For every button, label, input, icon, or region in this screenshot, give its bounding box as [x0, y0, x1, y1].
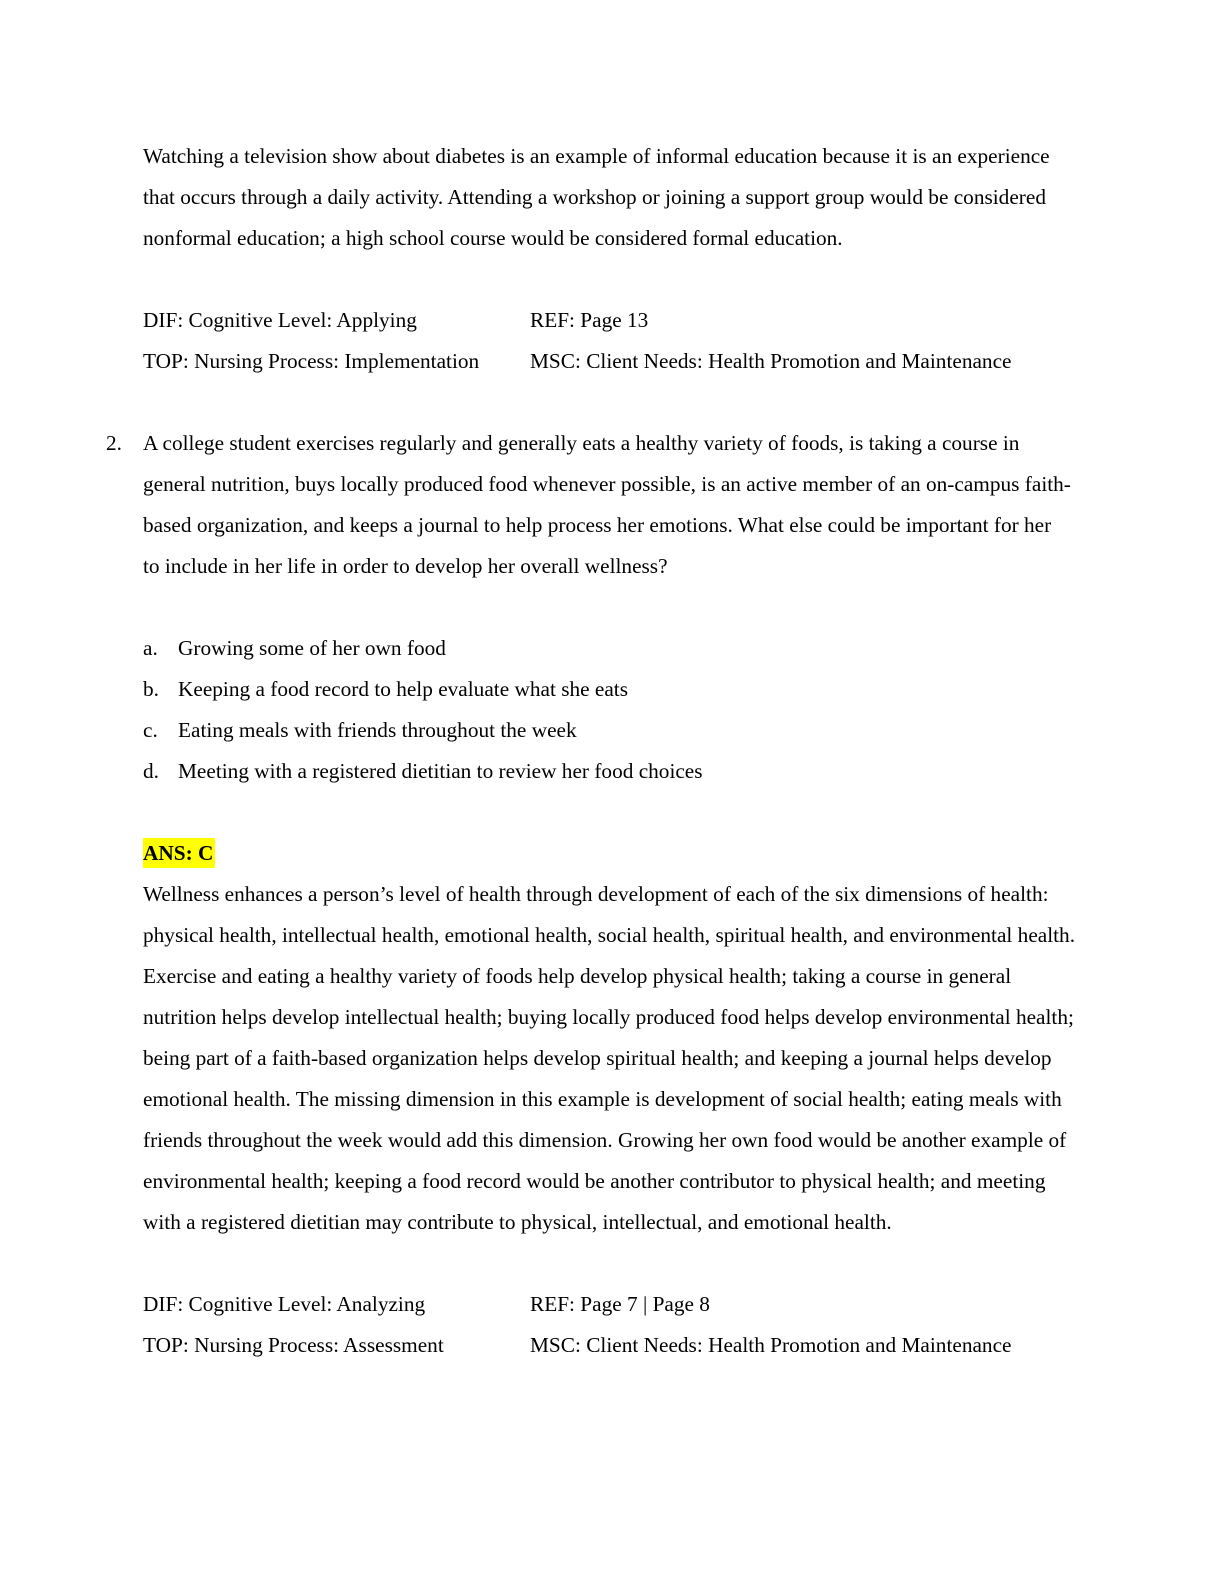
answer-label: ANS: C: [143, 838, 215, 868]
question-number: 2.: [106, 431, 122, 455]
q1-meta-row-1: [143, 300, 1103, 341]
q2-topic: TOP: Nursing Process: Assessment: [143, 1333, 444, 1357]
option-letter: a.: [143, 636, 158, 660]
q2-rationale-text: Wellness enhances a person’s level of health through development of each of the six dimensions of health: physical health, intellectual health, emotional health, social health, spiritual health, and environmental health. Exercise and eating a healthy variety of foods help develop physical health; taking a course in general nutrition helps develop intellectual health; buying locally produced food helps develop environmental health; being part of a faith-based organization helps develop spiritual health; and keeping a journal helps develop emotional health. The missing dimension in this example is development of social health; eating meals with friends throughout the week would add this dimension. Growing her own food would be another example of environmental health; keeping a food record would be another contributor to physical health; and meeting with a registered dietitian may contribute to physical, intellectual, and emotional health.: [143, 882, 1076, 1234]
question-stem: A college student exercises regularly and generally eats a healthy variety of foods, is taking a course in general nutrition, buys locally produced food whenever possible, is an active member of an on-campus faith-based organization, and keeps a journal to help process her emotions. What else could be important for her to include in her life in order to develop her overall wellness?: [143, 431, 1071, 578]
q1-topic: TOP: Nursing Process: Implementation: [143, 349, 480, 373]
q2-difficulty: DIF: Cognitive Level: Analyzing: [143, 1292, 426, 1316]
option-text: Meeting with a registered dietitian to review her food choices: [178, 759, 703, 783]
option-text: Eating meals with friends throughout the week: [178, 718, 577, 742]
q1-reference: REF: Page 13: [530, 308, 649, 332]
option-text: Growing some of her own food: [178, 636, 446, 660]
q1-msc: MSC: Client Needs: Health Promotion and Maintenance: [530, 349, 1012, 373]
option-letter: d.: [143, 759, 159, 783]
q1-meta-row-2: [143, 341, 1103, 382]
q1-difficulty: DIF: Cognitive Level: Applying: [143, 308, 417, 332]
q2-msc: MSC: Client Needs: Health Promotion and Maintenance: [530, 1333, 1012, 1357]
q2-reference: REF: Page 7 | Page 8: [530, 1292, 710, 1316]
q2-meta-row-2: [143, 1325, 1103, 1366]
q2-meta-row-1: [143, 1284, 1103, 1325]
option-text: Keeping a food record to help evaluate what she eats: [178, 677, 629, 701]
option-letter: b.: [143, 677, 159, 701]
option-letter: c.: [143, 718, 158, 742]
q1-rationale-text: Watching a television show about diabetes is an example of informal education because it is an experience that occurs through a daily activity. Attending a workshop or joining a support group would be considered nonformal education; a high school course would be considered formal education.: [143, 144, 1050, 250]
